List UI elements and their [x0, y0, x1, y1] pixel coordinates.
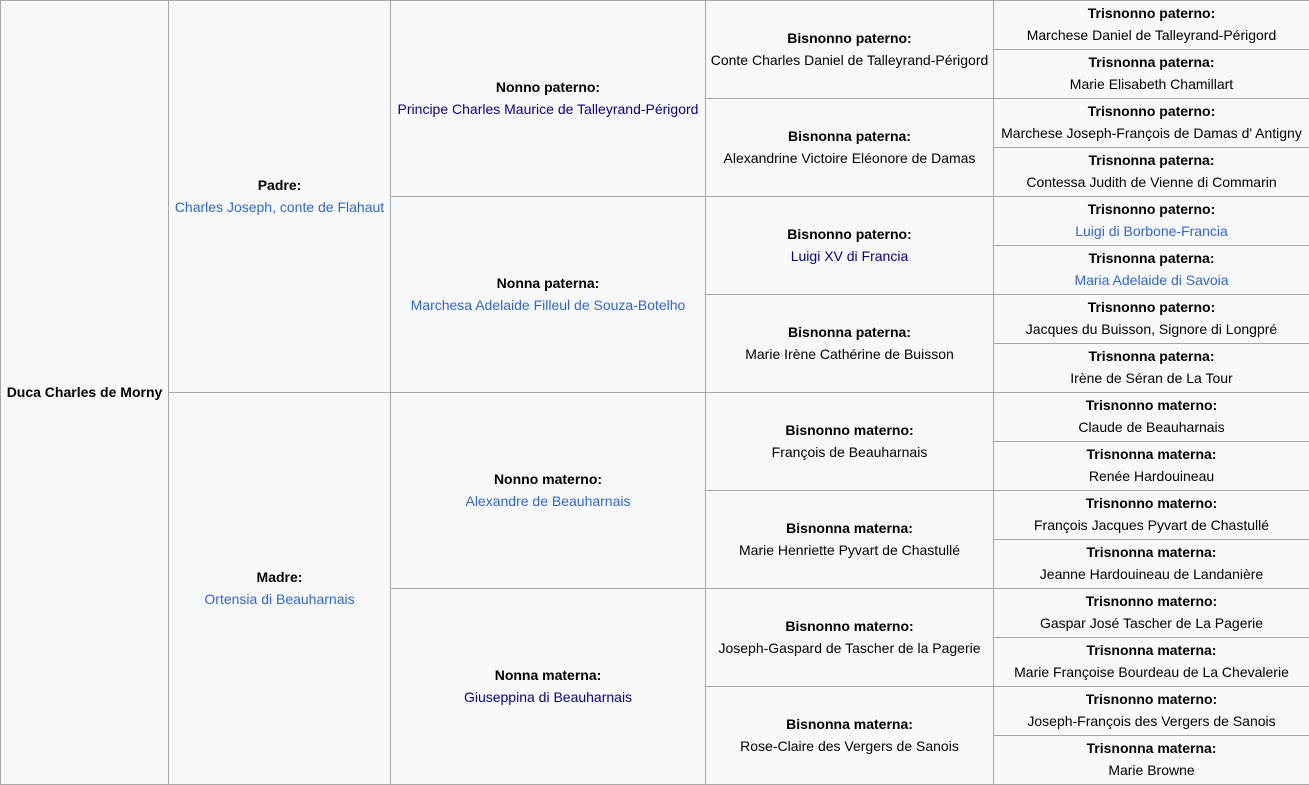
- cell-nonna-materna: [391, 589, 706, 785]
- cell-trisnonno-3: [994, 99, 1309, 148]
- table-row: [1, 393, 1309, 442]
- trisnonno-10-label: Trisnonna materna:: [1086, 446, 1217, 463]
- trisnonno-1-name: Marchese Daniel de Talleyrand-Périgord: [1026, 27, 1277, 43]
- trisnonno-14-name: Marie Françoise Bourdeau de La Chevalerie: [1014, 664, 1289, 680]
- padre-link[interactable]: Charles Joseph, conte de Flahaut: [174, 198, 385, 215]
- trisnonno-3-name: Marchese Joseph-François de Damas d' Antigny: [1001, 125, 1302, 141]
- cell-trisnonno-1: [994, 1, 1309, 50]
- cell-bisnonno-7: [706, 589, 994, 687]
- cell-trisnonno-6: [994, 246, 1309, 295]
- cell-subject: [1, 1, 169, 785]
- cell-trisnonno-16: [994, 736, 1309, 785]
- trisnonno-11-name: François Jacques Pyvart de Chastullé: [1034, 517, 1269, 533]
- cell-trisnonno-10: [994, 442, 1309, 491]
- bisnonno-4-name: Marie Irène Cathérine de Buisson: [745, 345, 954, 362]
- cell-madre: [169, 393, 391, 785]
- trisnonno-3-label: Trisnonno paterno:: [1087, 103, 1216, 120]
- cell-trisnonno-4: [994, 148, 1309, 197]
- trisnonno-10-name: Renée Hardouineau: [1088, 468, 1215, 484]
- cell-nonna-paterna: [391, 197, 706, 393]
- cell-bisnonno-1: [706, 1, 994, 99]
- bisnonno-8-label: Bisnonna materna:: [786, 715, 913, 732]
- trisnonno-16-name: Marie Browne: [1108, 762, 1195, 778]
- table-row: [1, 1, 1309, 50]
- trisnonno-14-label: Trisnonna materna:: [1086, 642, 1217, 659]
- trisnonno-12-name: Jeanne Hardouineau de Landanière: [1039, 566, 1264, 582]
- trisnonno-13-label: Trisnonno materno:: [1085, 593, 1218, 610]
- nonna-materna-label: Nonna materna:: [494, 666, 602, 683]
- cell-bisnonno-6: [706, 491, 994, 589]
- trisnonno-1-label: Trisnonno paterno:: [1087, 5, 1216, 22]
- trisnonno-8-label: Trisnonna paterna:: [1088, 348, 1215, 365]
- trisnonno-13-name: Gaspar José Tascher de La Pagerie: [1039, 615, 1264, 631]
- trisnonno-16-label: Trisnonna materna:: [1086, 740, 1217, 757]
- bisnonno-7-name: Joseph-Gaspard de Tascher de la Pagerie: [718, 639, 981, 656]
- bisnonno-5-name: François de Beauharnais: [771, 443, 928, 460]
- trisnonno-6-link[interactable]: Maria Adelaide di Savoia: [1074, 272, 1229, 288]
- cell-bisnonno-4: [706, 295, 994, 393]
- trisnonno-8-name: Irène de Séran de La Tour: [1070, 370, 1233, 386]
- trisnonno-4-name: Contessa Judith de Vienne di Commarin: [1026, 174, 1277, 190]
- cell-trisnonno-5: [994, 197, 1309, 246]
- bisnonno-1-name: Conte Charles Daniel de Talleyrand-Périgord: [710, 51, 989, 68]
- cell-nonno-materno: [391, 393, 706, 589]
- bisnonno-3-label: Bisnonno paterno:: [787, 225, 912, 242]
- trisnonno-5-label: Trisnonno paterno:: [1087, 201, 1216, 218]
- cell-trisnonno-2: [994, 50, 1309, 99]
- cell-trisnonno-7: [994, 295, 1309, 344]
- nonna-materna-link[interactable]: Giuseppina di Beauharnais: [463, 688, 633, 705]
- bisnonno-3-link[interactable]: Luigi XV di Francia: [790, 247, 909, 264]
- padre-label: Padre:: [257, 176, 302, 193]
- bisnonno-6-label: Bisnonna materna:: [786, 519, 913, 536]
- bisnonno-5-label: Bisnonno materno:: [785, 421, 914, 438]
- trisnonno-9-label: Trisnonno materno:: [1085, 397, 1218, 414]
- bisnonno-7-label: Bisnonno materno:: [785, 617, 914, 634]
- cell-trisnonno-13: [994, 589, 1309, 638]
- trisnonno-7-name: Jacques du Buisson, Signore di Longpré: [1025, 321, 1278, 337]
- trisnonno-15-label: Trisnonno materno:: [1085, 691, 1218, 708]
- cell-bisnonno-2: [706, 99, 994, 197]
- trisnonno-4-label: Trisnonna paterna:: [1088, 152, 1215, 169]
- bisnonno-4-label: Bisnonna paterna:: [788, 323, 911, 340]
- cell-trisnonno-12: [994, 540, 1309, 589]
- cell-padre: [169, 1, 391, 393]
- trisnonno-2-name: Marie Elisabeth Chamillart: [1069, 76, 1234, 92]
- cell-trisnonno-14: [994, 638, 1309, 687]
- trisnonno-2-label: Trisnonna paterna:: [1088, 54, 1215, 71]
- cell-trisnonno-11: [994, 491, 1309, 540]
- cell-bisnonno-3: [706, 197, 994, 295]
- nonna-paterna-link[interactable]: Marchesa Adelaide Filleul de Souza-Botelho: [410, 296, 686, 313]
- nonno-materno-link[interactable]: Alexandre de Beauharnais: [465, 492, 631, 509]
- bisnonno-2-name: Alexandrine Victoire Eléonore de Damas: [723, 149, 976, 166]
- cell-bisnonno-8: [706, 687, 994, 785]
- trisnonno-15-name: Joseph-François des Vergers de Sanois: [1027, 713, 1276, 729]
- cell-nonno-paterno: [391, 1, 706, 197]
- cell-trisnonno-15: [994, 687, 1309, 736]
- bisnonno-2-label: Bisnonna paterna:: [788, 127, 911, 144]
- bisnonno-6-name: Marie Henriette Pyvart de Chastullé: [739, 541, 960, 558]
- nonno-paterno-link[interactable]: Principe Charles Maurice de Talleyrand-Périgord: [397, 100, 699, 117]
- bisnonno-1-label: Bisnonno paterno:: [787, 29, 912, 46]
- trisnonno-6-label: Trisnonna paterna:: [1088, 250, 1215, 267]
- madre-label: Madre:: [256, 568, 303, 585]
- cell-trisnonno-9: [994, 393, 1309, 442]
- nonna-paterna-label: Nonna paterna:: [496, 274, 600, 291]
- nonno-paterno-label: Nonno paterno:: [495, 78, 601, 95]
- madre-link[interactable]: Ortensia di Beauharnais: [204, 590, 355, 607]
- trisnonno-11-label: Trisnonno materno:: [1085, 495, 1218, 512]
- trisnonno-9-name: Claude de Beauharnais: [1078, 419, 1225, 435]
- subject-name: Duca Charles de Morny: [6, 383, 163, 400]
- trisnonno-5-link[interactable]: Luigi di Borbone-Francia: [1075, 223, 1228, 239]
- cell-bisnonno-5: [706, 393, 994, 491]
- bisnonno-8-name: Rose-Claire des Vergers de Sanois: [740, 737, 959, 754]
- nonno-materno-label: Nonno materno:: [493, 470, 603, 487]
- trisnonno-7-label: Trisnonno paterno:: [1087, 299, 1216, 316]
- cell-trisnonno-8: [994, 344, 1309, 393]
- trisnonno-12-label: Trisnonna materna:: [1086, 544, 1217, 561]
